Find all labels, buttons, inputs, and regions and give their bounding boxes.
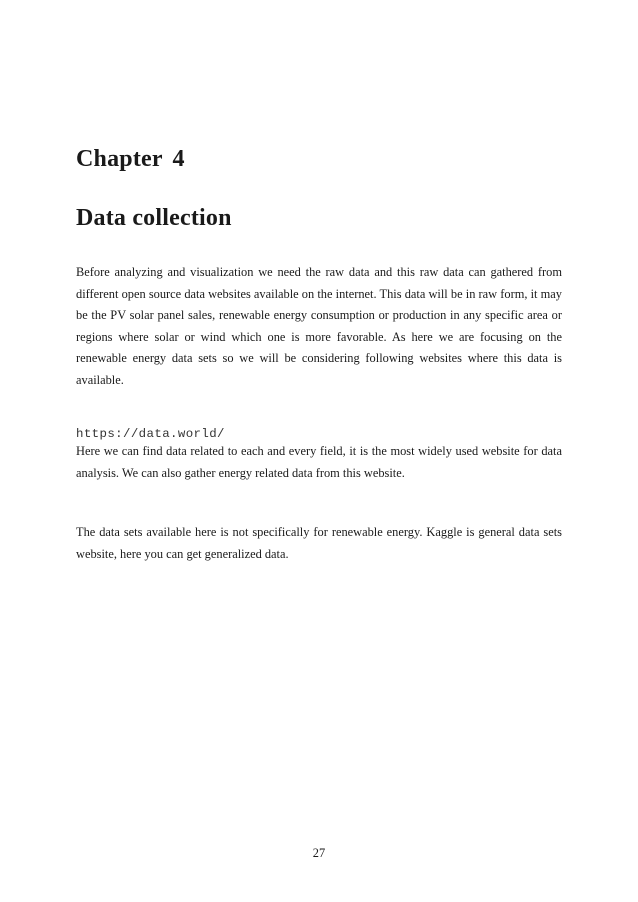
kaggle-paragraph: The data sets available here is not specifically for renewable energy. Kaggle is general data sets website, here you can get generalized data. bbox=[76, 525, 562, 561]
data-world-url: https://data.world/ bbox=[76, 427, 225, 441]
page-number: 27 bbox=[312, 846, 326, 860]
chapter-heading: Chapter 4 bbox=[76, 146, 185, 172]
data-world-paragraph: Here we can find data related to each and every field, it is the most widely used website for data analysis. We can also gather energy related data from this website. bbox=[76, 444, 562, 480]
section-heading: Data collection bbox=[76, 205, 232, 231]
intro-paragraph: Before analyzing and visualization we need the raw data and this raw data can gathered from different open source data websites available on the internet. This data will be in raw form, it may be the PV solar panel sales, renewable energy consumption or production in any specific area or regions where solar or wind which one is more favorable. As here we are focusing on the renewable energy data sets so we will be considering following websites where this data is available. bbox=[76, 265, 562, 387]
